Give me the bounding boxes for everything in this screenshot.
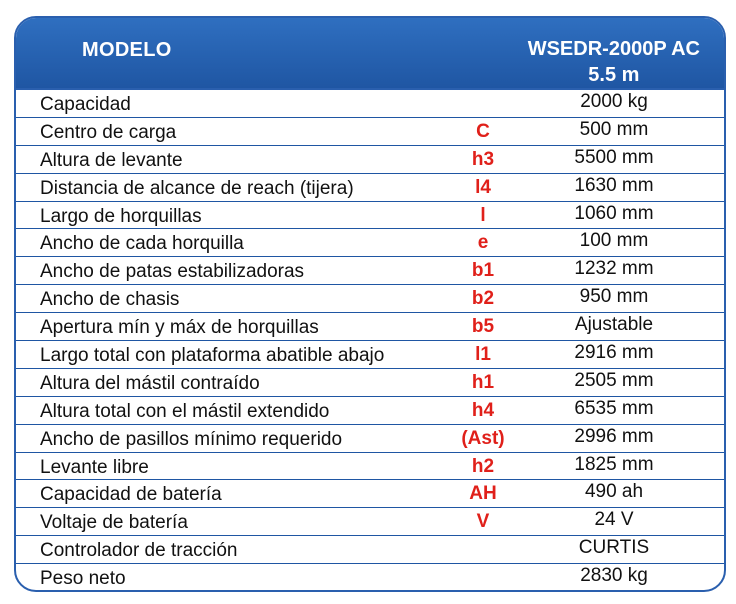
spec-name: Largo de horquillas: [40, 205, 202, 227]
spec-value: 2996 mm: [574, 425, 654, 447]
spec-value: CURTIS: [578, 537, 650, 559]
spec-name: Peso neto: [40, 568, 126, 590]
spec-symbol: V: [476, 511, 490, 533]
spec-value: 1630 mm: [574, 174, 654, 196]
spec-name: Ancho de patas estabilizadoras: [40, 261, 305, 283]
spec-symbol: h4: [471, 399, 495, 421]
spec-name: Altura total con el mástil extendido: [40, 400, 330, 422]
table-row: [16, 313, 724, 341]
spec-symbol: b5: [471, 316, 495, 338]
table-row: [16, 202, 724, 230]
model-line-1: WSEDR-2000P AC: [527, 38, 700, 60]
spec-name: Altura del mástil contraído: [40, 372, 260, 394]
spec-value: 2916 mm: [574, 342, 654, 364]
table-row: [16, 397, 724, 425]
table-row: [16, 285, 724, 313]
spec-value: 100 mm: [579, 230, 649, 252]
spec-name: Ancho de cada horquilla: [40, 233, 244, 255]
table-row: [16, 174, 724, 202]
spec-name: Levante libre: [40, 456, 149, 478]
spec-symbol: h3: [471, 148, 495, 170]
spec-value: 1060 mm: [574, 202, 654, 224]
table-row: [16, 453, 724, 481]
spec-symbol: h1: [471, 371, 495, 393]
spec-name: Capacidad: [40, 94, 131, 115]
spec-value: 5500 mm: [574, 146, 654, 168]
spec-symbol: (Ast): [461, 427, 505, 449]
table-row: [16, 118, 724, 146]
spec-value: 24 V: [594, 509, 634, 531]
spec-symbol: AH: [469, 483, 497, 505]
spec-symbol: l1: [475, 344, 491, 366]
table-row: [16, 536, 724, 564]
spec-value: 6535 mm: [574, 397, 654, 419]
table-row: [16, 480, 724, 508]
table-header: [16, 18, 724, 90]
header-label: MODELO: [82, 39, 172, 61]
spec-value: 2000 kg: [580, 91, 648, 112]
spec-value: 500 mm: [579, 118, 649, 140]
spec-name: Apertura mín y máx de horquillas: [40, 317, 319, 339]
spec-name: Largo total con plataforma abatible abajo: [40, 345, 385, 367]
table-row: [16, 146, 724, 174]
spec-value: 1232 mm: [574, 258, 654, 280]
spec-name: Ancho de pasillos mínimo requerido: [40, 428, 343, 450]
table-row: [16, 369, 724, 397]
spec-symbol: e: [477, 232, 489, 254]
table-row: [16, 90, 724, 118]
spec-name: Altura de levante: [40, 149, 183, 171]
spec-value: 1825 mm: [574, 453, 654, 475]
table-row: [16, 229, 724, 257]
table-row: [16, 564, 724, 592]
spec-name: Distancia de alcance de reach (tijera): [40, 177, 354, 199]
model-name: [528, 36, 700, 88]
table-row: [16, 508, 724, 536]
spec-symbol: b2: [471, 288, 495, 310]
table-row: [16, 425, 724, 453]
spec-symbol: C: [476, 120, 490, 142]
spec-value: 2505 mm: [574, 369, 654, 391]
spec-name: Controlador de tracción: [40, 540, 238, 562]
model-line-2: 5.5 m: [588, 64, 640, 86]
table-row: [16, 341, 724, 369]
spec-rows: [16, 90, 724, 590]
spec-name: Ancho de chasis: [40, 289, 180, 311]
spec-value: 490 ah: [584, 481, 644, 503]
spec-symbol: l4: [475, 176, 491, 198]
spec-symbol: b1: [471, 260, 495, 282]
spec-value: Ajustable: [574, 314, 654, 336]
spec-symbol: h2: [471, 455, 495, 477]
spec-table: [14, 16, 726, 592]
spec-value: 2830 kg: [580, 565, 648, 587]
spec-name: Capacidad de batería: [40, 484, 222, 506]
table-row: [16, 257, 724, 285]
spec-symbol: l: [480, 204, 486, 226]
spec-name: Centro de carga: [40, 121, 177, 143]
spec-value: 950 mm: [579, 286, 649, 308]
spec-name: Voltaje de batería: [40, 512, 188, 534]
